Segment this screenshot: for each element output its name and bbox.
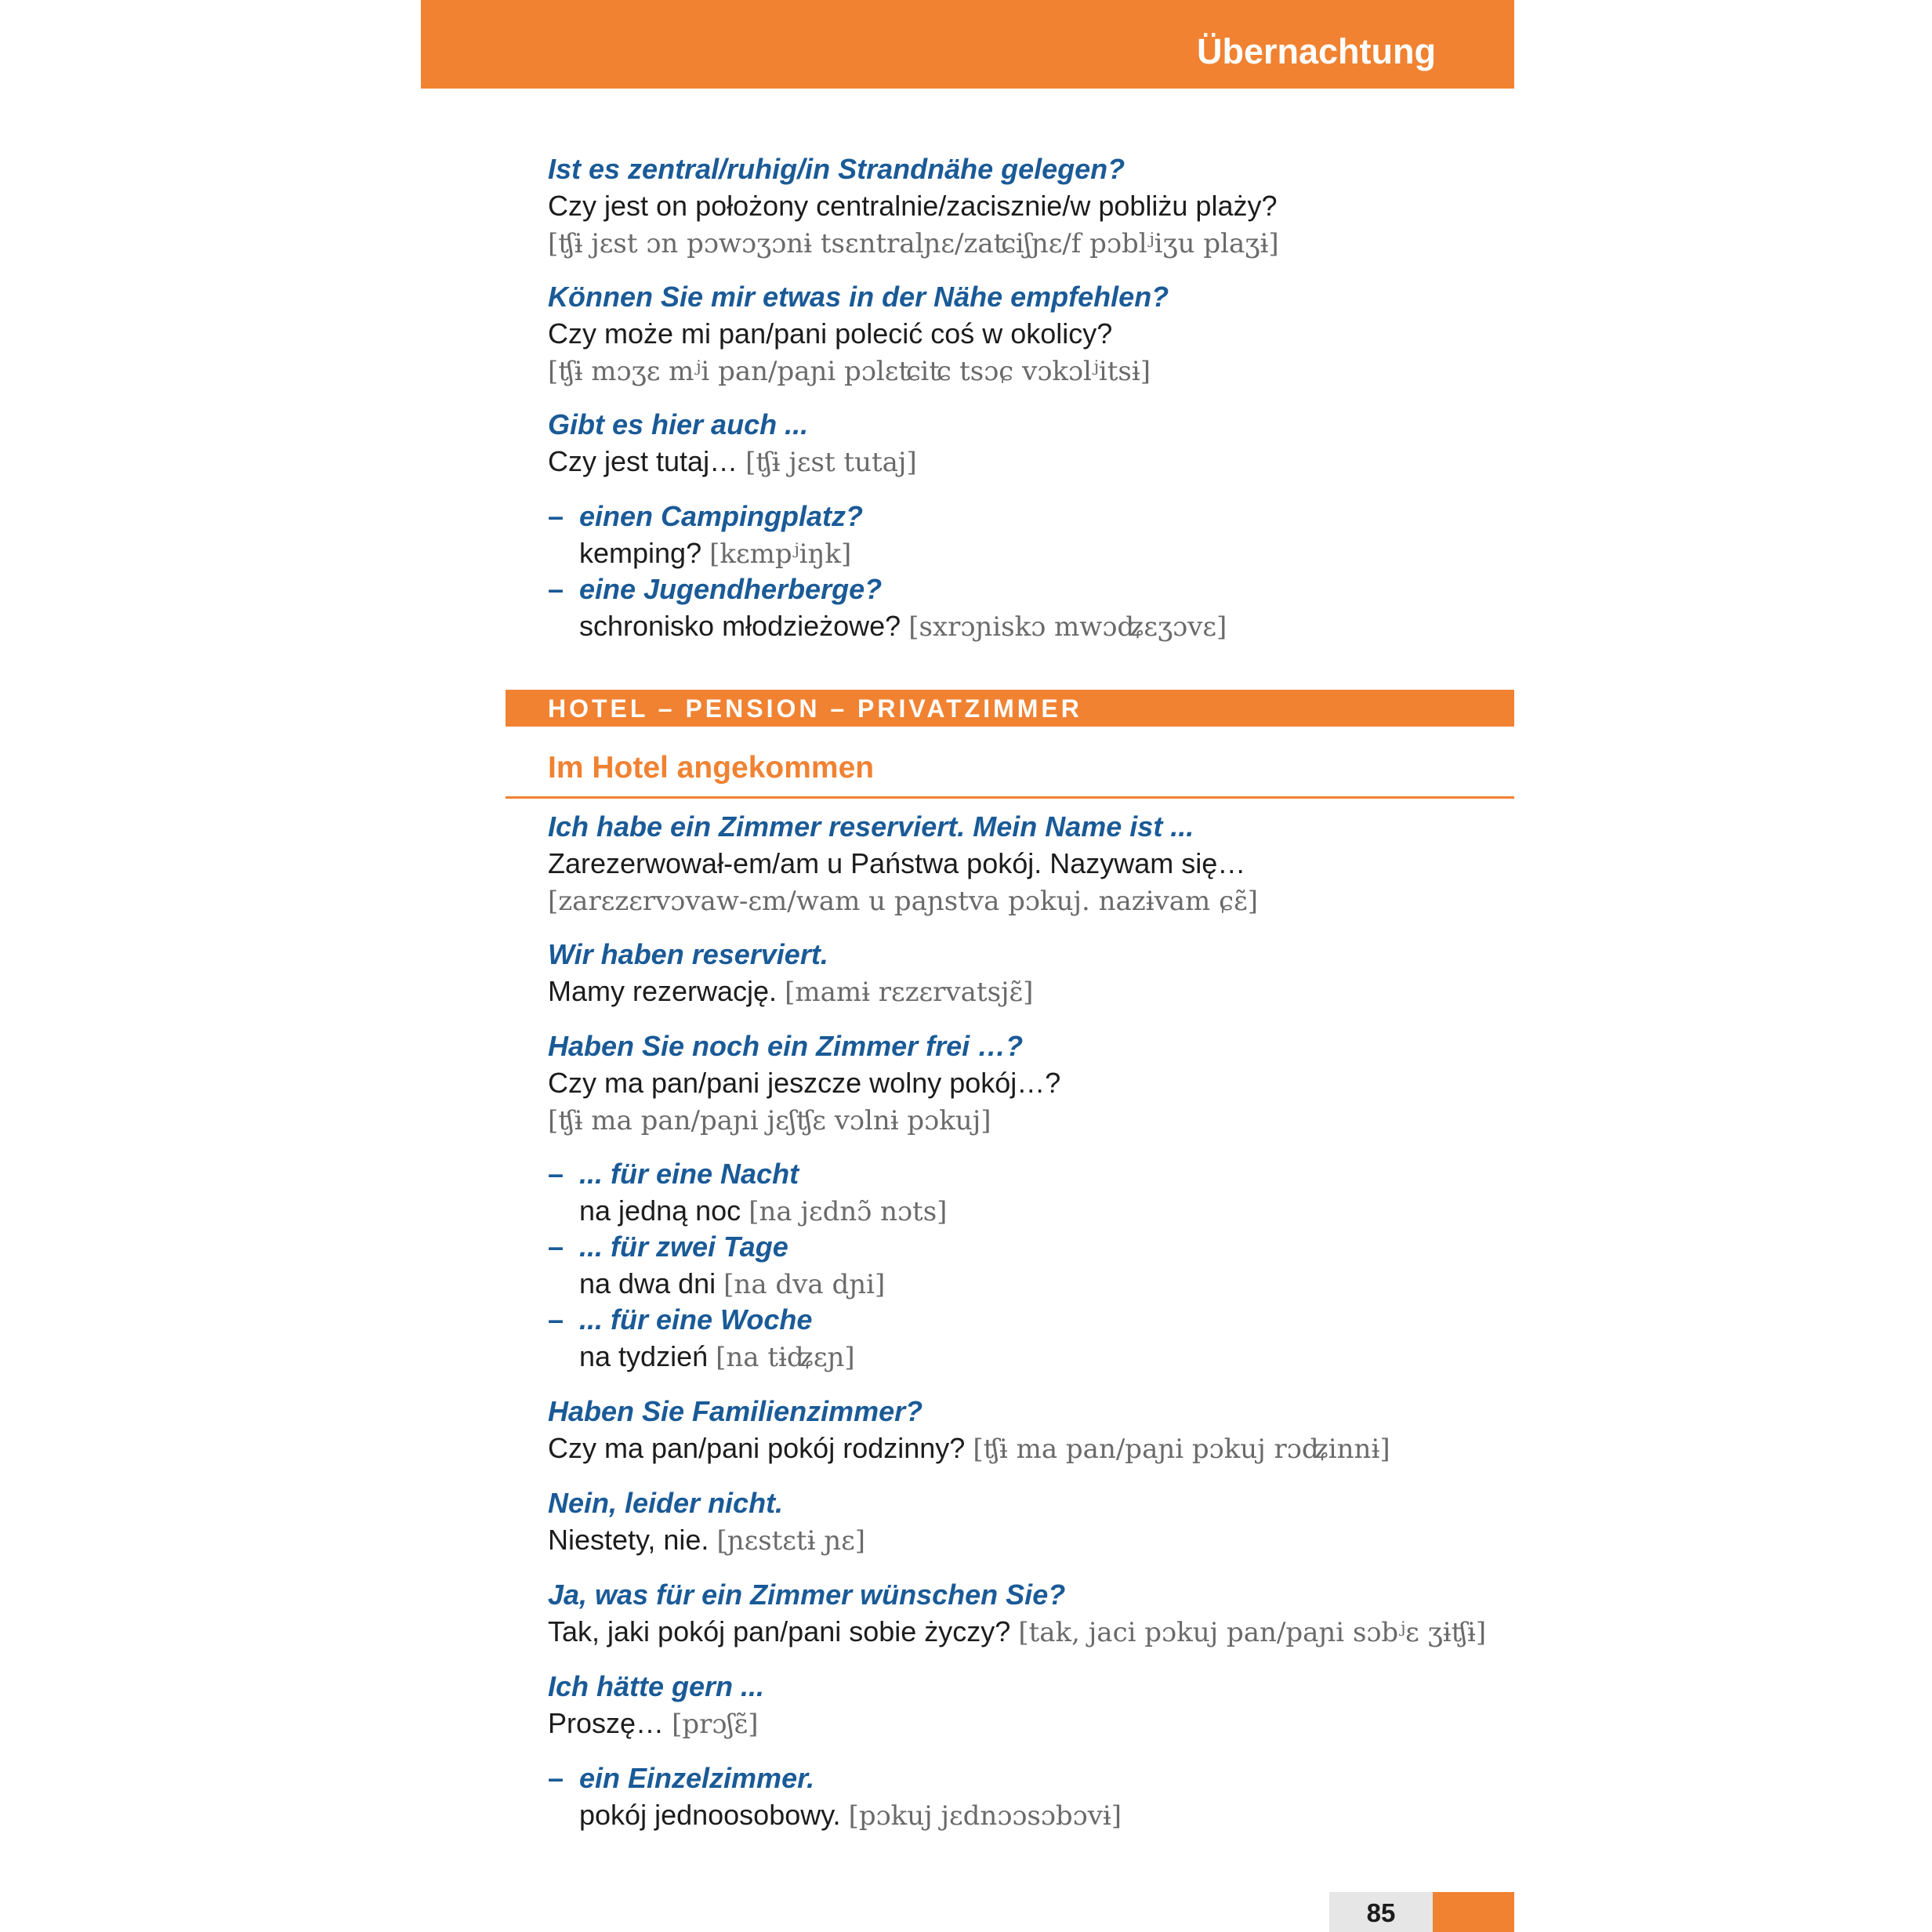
list-dash: – xyxy=(548,1158,564,1190)
chapter-header-bar xyxy=(421,0,1514,89)
subsection-title: Im Hotel angekommen xyxy=(548,751,875,785)
polish-phrase: Czy może mi pan/pani polecić coś w okolicy? xyxy=(548,317,1113,350)
chapter-title: Übernachtung xyxy=(1196,31,1436,71)
phonetic-transcription: [kɛmpʲiŋk] xyxy=(709,538,852,570)
german-phrase: Nein, leider nicht. xyxy=(548,1487,784,1519)
phonetic-transcription: [prɔʃɛ̃] xyxy=(672,1709,759,1740)
phonetic-transcription: [mamɨ rɛzɛrvatsjɛ̃] xyxy=(785,977,1034,1008)
polish-phrase: Proszę… xyxy=(548,1707,665,1739)
german-phrase: Können Sie mir etwas in der Nähe empfehlen? xyxy=(548,281,1169,313)
list-dash: – xyxy=(548,1303,564,1336)
polish-phrase-line xyxy=(548,1707,759,1740)
german-phrase: Wir haben reserviert. xyxy=(548,938,828,970)
list-dash: – xyxy=(548,500,564,532)
list-dash: – xyxy=(548,1231,564,1263)
polish-phrase-line xyxy=(579,1799,1122,1832)
page-number: 85 xyxy=(1366,1898,1396,1927)
polish-phrase-line xyxy=(579,1194,947,1227)
phonetic-transcription: [ʧɨ ma pan/paɲi jɛʃʧɛ vɔlnɨ pɔkuj] xyxy=(548,1105,991,1136)
polish-phrase-line xyxy=(579,537,851,570)
list-dash: – xyxy=(548,573,564,605)
subsection-divider xyxy=(506,796,1514,799)
german-phrase: eine Jugendherberge? xyxy=(579,573,883,605)
phonetic-transcription: [pɔkuj jɛdnɔɔsɔbɔvɨ] xyxy=(848,1800,1122,1832)
polish-phrase: kemping? xyxy=(579,537,702,569)
german-phrase: Ist es zentral/ruhig/in Strandnähe gelegen? xyxy=(548,153,1125,185)
phonetic-transcription: [na tɨʥɛɲ] xyxy=(716,1342,855,1373)
polish-phrase: Czy jest tutaj… xyxy=(548,445,738,477)
polish-phrase: na jedną noc xyxy=(579,1194,741,1227)
section-title: HOTEL – PENSION – PRIVATZIMMER xyxy=(548,694,1082,723)
german-phrase: Ich hätte gern ... xyxy=(548,1670,765,1702)
list-dash: – xyxy=(548,1762,564,1794)
phonetic-transcription: [ɲɛstɛtɨ ɲɛ] xyxy=(716,1525,866,1557)
polish-phrase: Czy ma pan/pani pokój rodzinny? xyxy=(548,1432,966,1464)
polish-phrase: Zarezerwował-em/am u Państwa pokój. Nazywam się… xyxy=(548,847,1246,879)
german-phrase: einen Campingplatz? xyxy=(579,500,864,532)
phonetic-transcription: [sxrɔɲiskɔ mwɔʥɛʒɔvɛ] xyxy=(908,611,1227,643)
phonetic-transcription: [zarɛzɛrvɔvaw-ɛm/wam u paɲstva pɔkuj. nazɨvam ɕɛ̃] xyxy=(548,886,1259,917)
polish-phrase: Czy jest on położony centralnie/zacisznie/w pobliżu plaży? xyxy=(548,190,1278,222)
phonetic-transcription: [na dva dɲi] xyxy=(723,1269,886,1300)
german-phrase: ... für eine Nacht xyxy=(579,1158,799,1190)
german-phrase: ein Einzelzimmer. xyxy=(579,1762,815,1794)
polish-phrase: Czy ma pan/pani jeszcze wolny pokój…? xyxy=(548,1067,1061,1099)
german-phrase: ... für eine Woche xyxy=(579,1303,813,1336)
polish-phrase: Mamy rezerwację. xyxy=(548,975,778,1007)
german-phrase: Ich habe ein Zimmer reserviert. Mein Name ist ... xyxy=(548,810,1194,843)
phonetic-transcription: [ʧɨ mɔʒɛ mʲi pan/paɲi pɔlɛʨiʨ tsɔɕ vɔkɔlʲitsɨ] xyxy=(548,356,1151,387)
phonetic-transcription: [tak, jaci pɔkuj pan/paɲi sɔbʲɛ ʒɨʧɨ] xyxy=(1018,1617,1487,1648)
german-phrase: Haben Sie noch ein Zimmer frei …? xyxy=(548,1030,1024,1062)
polish-phrase: pokój jednoosobowy. xyxy=(579,1799,841,1831)
phonetic-transcription: [na jɛdnɔ̃ nɔts] xyxy=(749,1196,948,1227)
german-phrase: Gibt es hier auch ... xyxy=(548,408,809,440)
polish-phrase: na dwa dni xyxy=(579,1267,716,1299)
page-number-accent xyxy=(1433,1892,1514,1932)
section-header-bar xyxy=(506,690,1514,727)
polish-phrase: Tak, jaki pokój pan/pani sobie życzy? xyxy=(548,1615,1011,1647)
polish-phrase-line xyxy=(579,1340,855,1373)
phonetic-transcription: [ʧɨ jɛst tutaj] xyxy=(745,447,917,478)
polish-phrase: schronisko młodzieżowe? xyxy=(579,610,901,642)
polish-phrase-line xyxy=(548,1432,1390,1465)
polish-phrase-line xyxy=(548,975,1033,1008)
polish-phrase: na tydzień xyxy=(579,1340,709,1372)
polish-phrase: Niestety, nie. xyxy=(548,1524,709,1556)
polish-phrase-line xyxy=(548,1615,1486,1648)
polish-phrase-line xyxy=(579,1267,885,1300)
german-phrase: Ja, was für ein Zimmer wünschen Sie? xyxy=(548,1579,1066,1611)
german-phrase: ... für zwei Tage xyxy=(579,1231,788,1263)
german-phrase: Haben Sie Familienzimmer? xyxy=(548,1395,923,1427)
polish-phrase-line xyxy=(548,1524,865,1557)
polish-phrase-line xyxy=(548,445,917,478)
phonetic-transcription: [ʧɨ ma pan/paɲi pɔkuj rɔʥinnɨ] xyxy=(973,1434,1390,1465)
page-number-box xyxy=(1329,1892,1433,1932)
phonetic-transcription: [ʧɨ jɛst ɔn pɔwɔʒɔnɨ tsɛntralɲɛ/zaʨiʃɲɛ/f pɔblʲiʒu plaʒɨ] xyxy=(548,228,1279,259)
polish-phrase-line xyxy=(579,610,1227,643)
